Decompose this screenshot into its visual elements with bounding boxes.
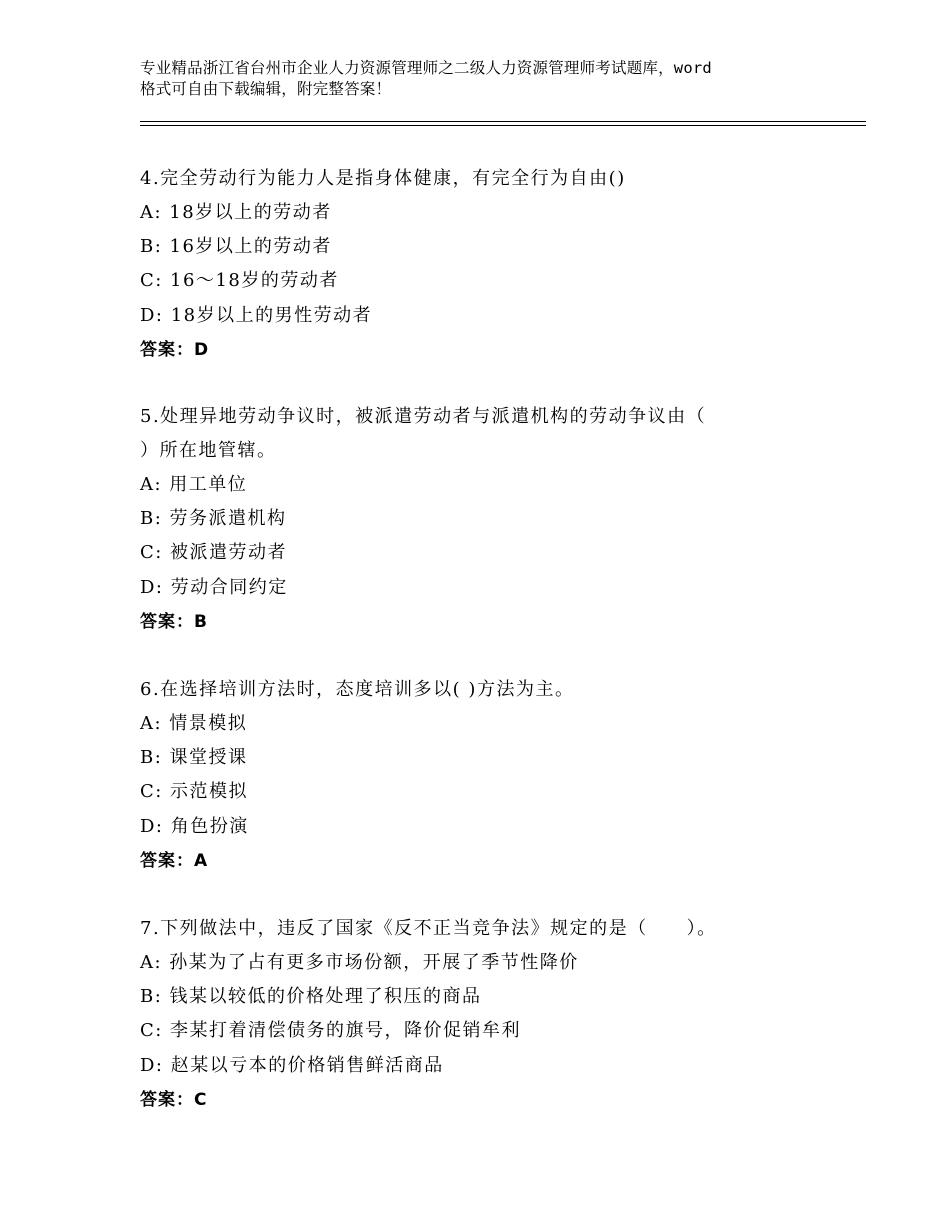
- answer-label: 答案：A: [140, 850, 209, 871]
- option-a: A: 情景模拟: [140, 713, 248, 734]
- question-7: [140, 912, 840, 1117]
- option-c: C: 示范模拟: [140, 781, 249, 803]
- option-d: D: 赵某以亏本的价格销售鲜活商品: [140, 1054, 444, 1076]
- option-a: A: 18岁以上的劳动者: [140, 202, 332, 223]
- answer-label: 答案：C: [140, 1089, 208, 1110]
- option-a: A: 孙某为了占有更多市场份额，开展了季节性降价: [140, 952, 579, 973]
- option-b: B: 16岁以上的劳动者: [140, 236, 332, 258]
- option-a: A: 用工单位: [140, 474, 248, 495]
- question-stem: 7.下列做法中，违反了国家《反不正当竞争法》规定的是（ ）。: [140, 918, 717, 939]
- header-divider-top: [140, 121, 866, 122]
- document-header: [140, 58, 840, 100]
- option-b: B: 课堂授课: [140, 747, 248, 769]
- question-stem: 5.处理异地劳动争议时，被派遣劳动者与派遣机构的劳动争议由（: [140, 406, 707, 427]
- answer-label: 答案：B: [140, 611, 208, 632]
- option-c: C: 16～18岁的劳动者: [140, 270, 339, 292]
- option-b: B: 钱某以较低的价格处理了积压的商品: [140, 986, 482, 1008]
- option-d: D: 18岁以上的男性劳动者: [140, 304, 373, 326]
- question-6: [140, 673, 840, 878]
- option-b: B: 劳务派遣机构: [140, 508, 287, 530]
- option-c: C: 被派遣劳动者: [140, 542, 288, 564]
- header-divider-bottom: [140, 125, 866, 126]
- question-4: [140, 162, 840, 367]
- question-stem: 6.在选择培训方法时，态度培训多以( )方法为主。: [140, 679, 575, 700]
- header-line-2: 格式可自由下载编辑，附完整答案！: [140, 80, 392, 98]
- header-line-1: 专业精品浙江省台州市企业人力资源管理师之二级人力资源管理师考试题库，word: [140, 59, 712, 77]
- question-stem-continued: ）所在地管辖。: [140, 440, 277, 461]
- question-stem: 4.完全劳动行为能力人是指身体健康，有完全行为自由(): [140, 168, 626, 189]
- question-5: [140, 400, 840, 639]
- option-d: D: 角色扮演: [140, 815, 249, 837]
- answer-label: 答案：D: [140, 339, 210, 360]
- option-c: C: 李某打着清偿债务的旗号，降价促销牟利: [140, 1020, 522, 1042]
- option-d: D: 劳动合同约定: [140, 576, 288, 598]
